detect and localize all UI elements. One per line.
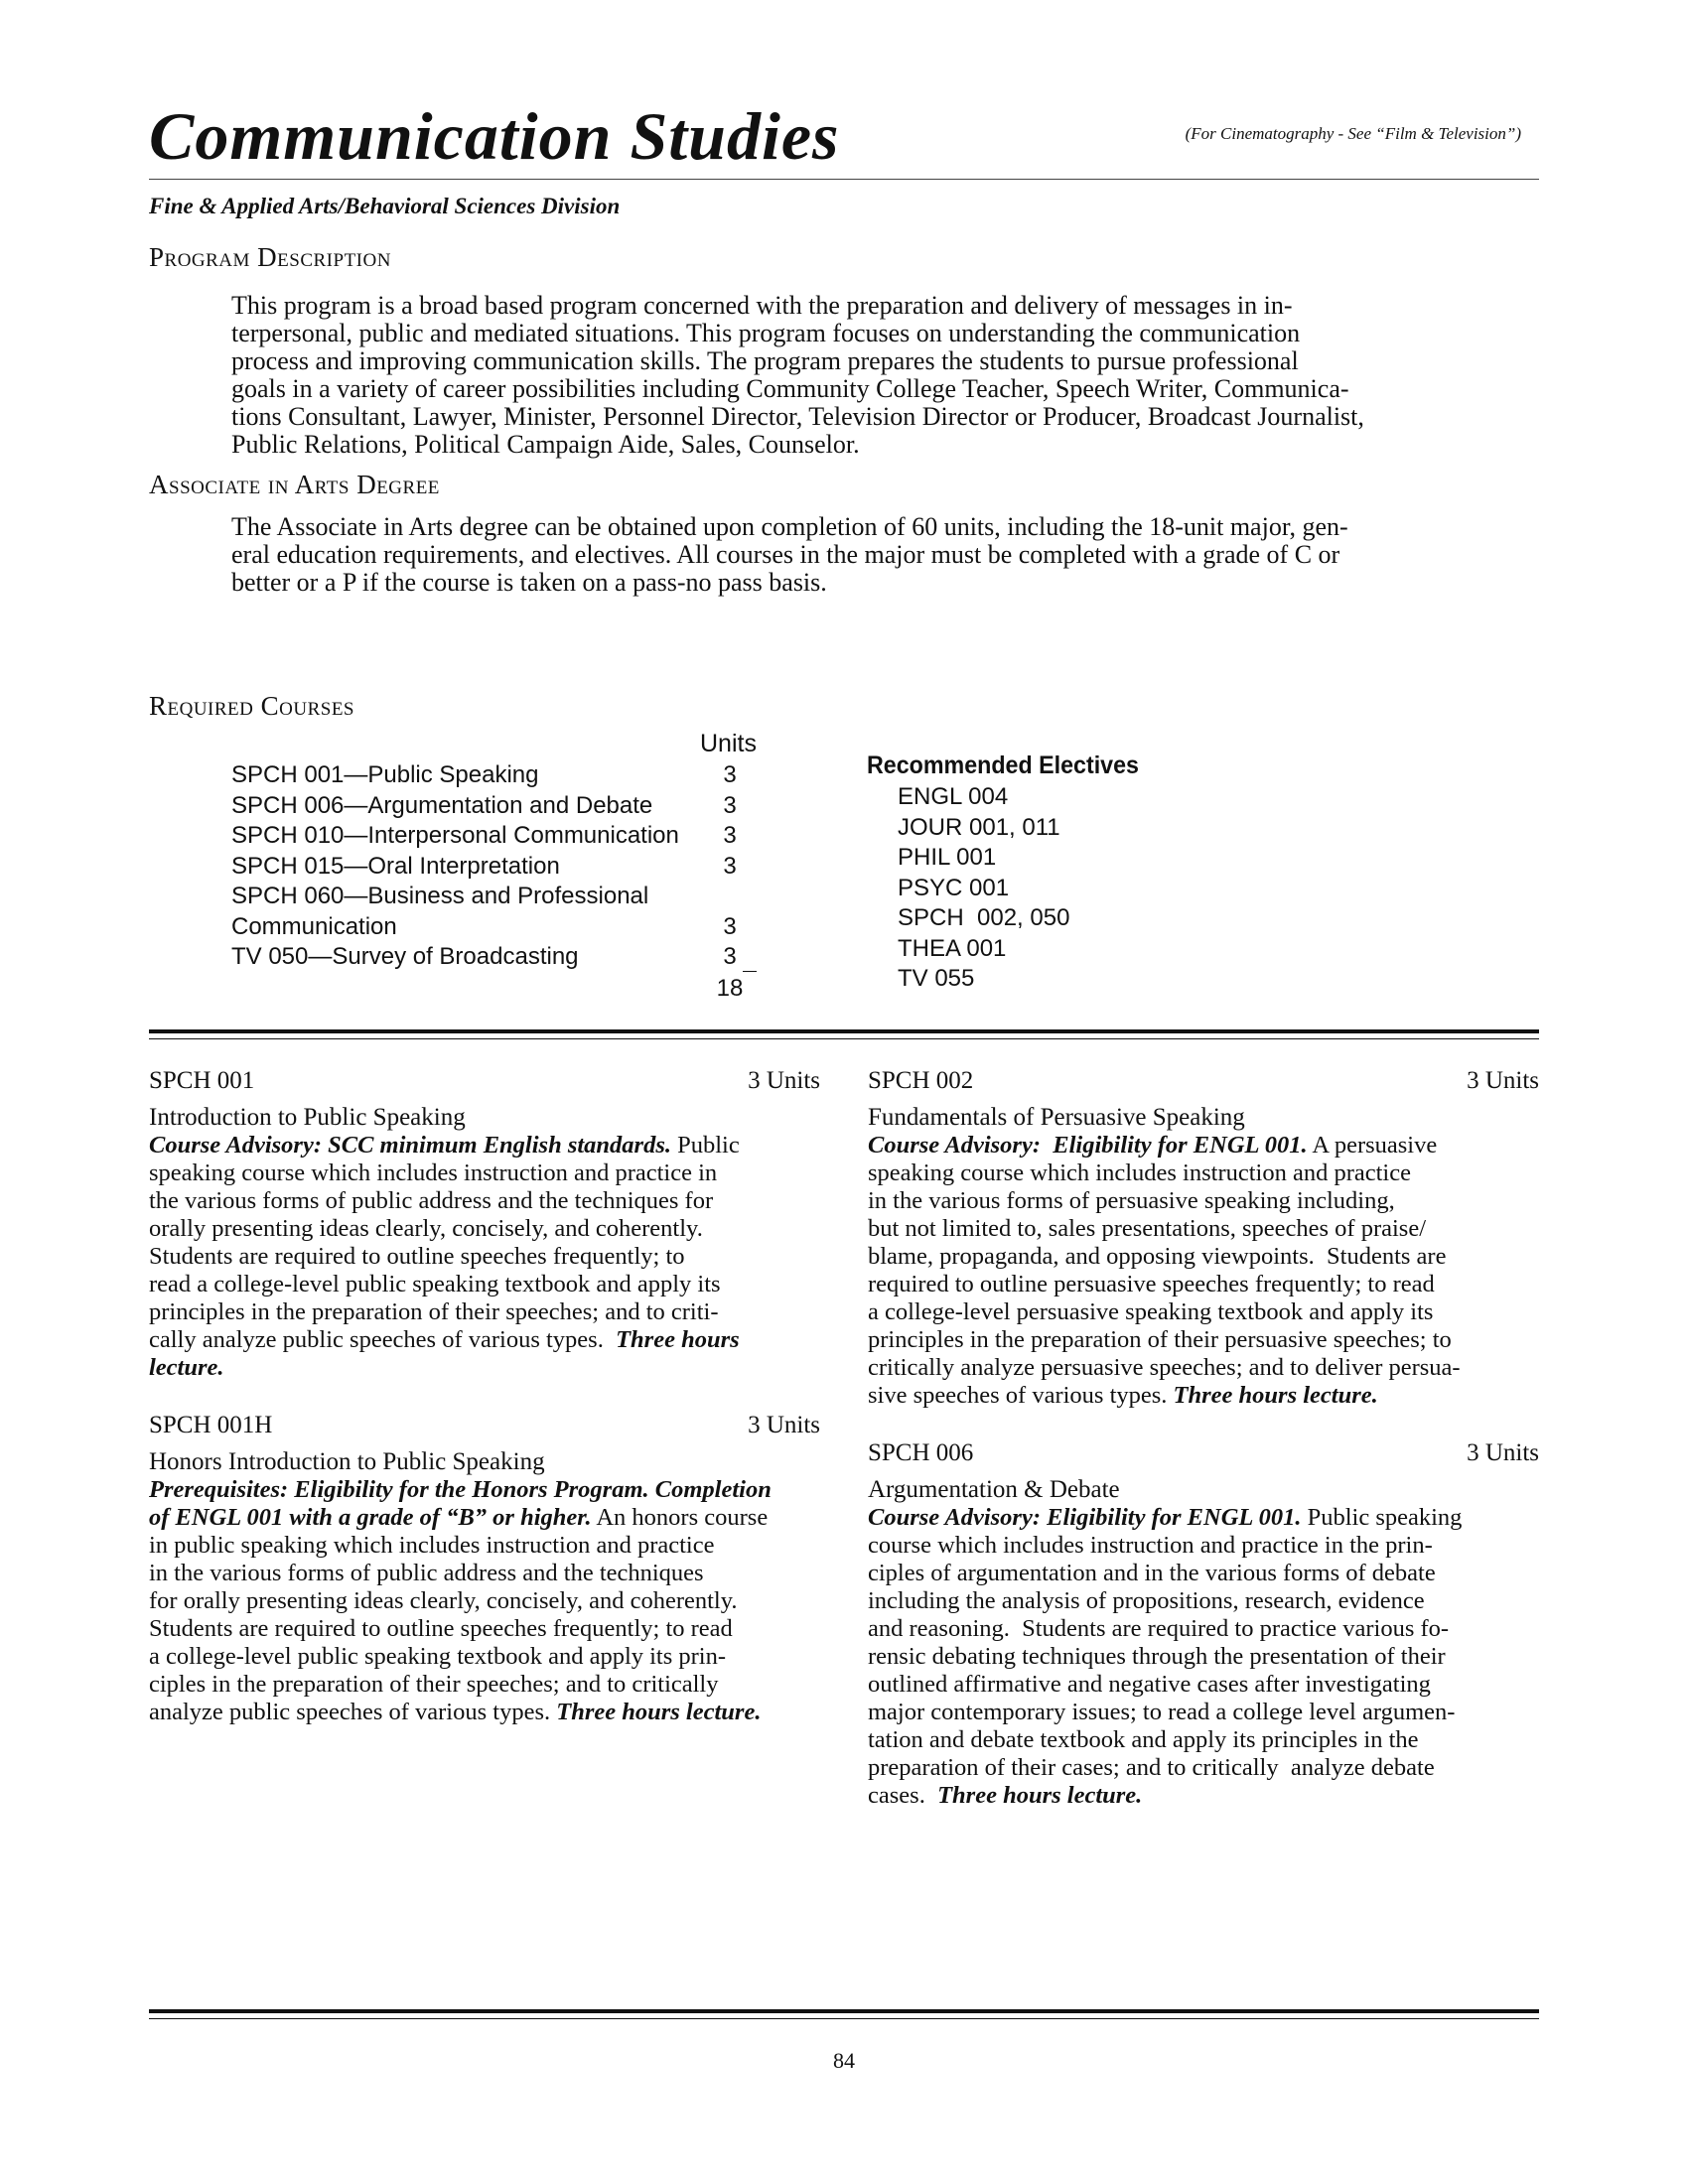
course-code: SPCH 002 [868, 1067, 974, 1094]
body-text: ciples of argumentation and in the various forms of debate [868, 1560, 1436, 1586]
body-text: An honors course [591, 1504, 769, 1531]
unit-value: 3 [723, 761, 737, 788]
required-course-row: TV 050—Survey of Broadcasting [231, 943, 579, 970]
page-number: 84 [833, 2048, 855, 2073]
elective-item: JOUR 001, 011 [898, 813, 1060, 841]
units-total: 18 [716, 975, 744, 1002]
description-line [868, 1643, 1539, 1671]
course-description [149, 1476, 820, 1726]
description-line [868, 1354, 1539, 1382]
description-line [149, 1160, 820, 1187]
body-text: analyze public speeches of various types. [149, 1699, 557, 1725]
emphasis-text: Three hours lecture. [1173, 1382, 1378, 1409]
body-text: Public speaking [1301, 1504, 1463, 1531]
required-courses-heading: Required Courses [149, 691, 354, 721]
body-text: cally analyze public speeches of various types. [149, 1326, 617, 1353]
division-label: Fine & Applied Arts/Behavioral Sciences Division [149, 194, 621, 218]
body-text: rensic debating techniques through the presentation of their [868, 1643, 1446, 1670]
body-text: speaking course which includes instruction and practice [868, 1160, 1411, 1186]
program-description-heading: Program Description [149, 242, 391, 272]
text-line: tions Consultant, Lawyer, Minister, Personnel Director, Television Director or Producer, Broadcast Journalist, [231, 402, 1364, 431]
body-text: in the various forms of public address and the techniques [149, 1560, 704, 1586]
course-code: SPCH 001H [149, 1412, 273, 1438]
description-line [868, 1504, 1539, 1532]
unit-value: 3 [723, 912, 737, 940]
body-text: required to outline persuasive speeches frequently; to read [868, 1271, 1435, 1297]
body-text: blame, propaganda, and opposing viewpoints. Students are [868, 1243, 1447, 1270]
course-title: Argumentation & Debate [868, 1476, 1120, 1503]
course-spch-001 [149, 1066, 820, 1382]
body-text: principles in the preparation of their speeches; and to criti- [149, 1298, 719, 1325]
text-line: The Associate in Arts degree can be obtained upon completion of 60 units, including the 18-unit major, gen- [231, 512, 1348, 541]
body-text: speaking course which includes instruction and practice in [149, 1160, 718, 1186]
course-code: SPCH 001 [149, 1067, 255, 1094]
text-line: Public Relations, Political Campaign Aide, Sales, Counselor. [231, 430, 860, 459]
body-text: preparation of their cases; and to critically analyze debate [868, 1754, 1435, 1781]
body-text: critically analyze persuasive speeches; and to deliver persua- [868, 1354, 1461, 1381]
body-text: Students are required to outline speeches frequently; to read [149, 1615, 733, 1642]
body-text: principles in the preparation of their persuasive speeches; to [868, 1326, 1452, 1353]
units-column-header: Units [700, 730, 757, 757]
body-text: a college-level public speaking textbook and apply its prin- [149, 1643, 727, 1670]
description-line [868, 1215, 1539, 1243]
description-line [868, 1326, 1539, 1354]
description-line [149, 1298, 820, 1326]
course-units: 3 Units [1467, 1067, 1539, 1094]
description-line [149, 1699, 820, 1726]
body-text: in the various forms of persuasive speaking including, [868, 1187, 1395, 1214]
unit-value: 3 [723, 852, 737, 880]
cross-reference-note: (For Cinematography - See “Film & Television”) [1185, 124, 1521, 143]
body-text: orally presenting ideas clearly, concisely, and coherently. [149, 1215, 703, 1242]
required-course-row: Communication [231, 912, 397, 940]
description-line [868, 1754, 1539, 1782]
body-text: in public speaking which includes instruction and practice [149, 1532, 715, 1559]
body-text: major contemporary issues; to read a college level argumen- [868, 1699, 1456, 1725]
description-line [868, 1382, 1539, 1410]
body-text: including the analysis of propositions, research, evidence [868, 1587, 1425, 1614]
unit-value: 3 [723, 822, 737, 849]
footer-divider-thick [149, 2009, 1539, 2013]
body-text: read a college-level public speaking textbook and apply its [149, 1271, 721, 1297]
description-line [868, 1615, 1539, 1643]
body-text: Public [671, 1132, 740, 1159]
description-line [868, 1671, 1539, 1699]
description-line [868, 1271, 1539, 1298]
description-line [149, 1671, 820, 1699]
text-line: process and improving communication skills. The program prepares the students to pursue professional [231, 346, 1299, 375]
description-line [868, 1560, 1539, 1587]
emphasis-text: Course Advisory: Eligibility for ENGL 001. [868, 1504, 1302, 1531]
description-line [149, 1560, 820, 1587]
course-spch-001h [149, 1411, 820, 1726]
emphasis-text: Course Advisory: Eligibility for ENGL 001. [868, 1132, 1308, 1159]
emphasis-text: lecture. [149, 1354, 224, 1381]
aa-degree-text [231, 513, 1552, 597]
text-line: terpersonal, public and mediated situations. This program focuses on understanding the communication [231, 319, 1301, 347]
required-course-row: SPCH 015—Oral Interpretation [231, 852, 560, 880]
unit-value: 3 [723, 943, 737, 970]
course-title: Introduction to Public Speaking [149, 1104, 466, 1131]
description-line [149, 1615, 820, 1643]
emphasis-text: of ENGL 001 with a grade of “B” or higher. [149, 1504, 592, 1531]
description-line [868, 1243, 1539, 1271]
elective-item: SPCH 002, 050 [898, 904, 1070, 931]
description-line [868, 1587, 1539, 1615]
description-line [149, 1532, 820, 1560]
description-line [868, 1726, 1539, 1754]
required-course-row: SPCH 006—Argumentation and Debate [231, 791, 653, 819]
section-divider-thin [149, 1038, 1539, 1039]
course-code: SPCH 006 [868, 1439, 974, 1466]
description-line [868, 1298, 1539, 1326]
description-line [149, 1587, 820, 1615]
course-description [868, 1504, 1539, 1810]
aa-degree-heading: Associate in Arts Degree [149, 470, 440, 499]
body-text: cases. [868, 1782, 938, 1809]
course-units: 3 Units [1467, 1439, 1539, 1466]
course-units: 3 Units [748, 1412, 820, 1438]
elective-item: PHIL 001 [898, 844, 997, 871]
description-line [149, 1187, 820, 1215]
description-line [149, 1326, 820, 1354]
program-description-text [231, 292, 1552, 459]
description-line [868, 1187, 1539, 1215]
body-text: outlined affirmative and negative cases after investigating [868, 1671, 1431, 1698]
electives-heading: Recommended Electives [867, 751, 1139, 779]
description-line [149, 1132, 820, 1160]
course-title: Fundamentals of Persuasive Speaking [868, 1104, 1245, 1131]
description-line [868, 1532, 1539, 1560]
footer-divider-thin [149, 2018, 1539, 2019]
emphasis-text: Three hours lecture. [556, 1699, 762, 1725]
description-line [149, 1476, 820, 1504]
required-courses-list [231, 760, 679, 973]
description-line [868, 1132, 1539, 1160]
body-text: but not limited to, sales presentations, speeches of praise/ [868, 1215, 1427, 1242]
body-text: for orally presenting ideas clearly, concisely, and coherently. [149, 1587, 738, 1614]
description-line [868, 1782, 1539, 1810]
emphasis-text: Course Advisory: SCC minimum English standards. [149, 1132, 671, 1159]
unit-value [700, 882, 760, 912]
text-line: eral education requirements, and electives. All courses in the major must be completed with a grade of C or [231, 540, 1340, 569]
description-line [149, 1643, 820, 1671]
elective-item: THEA 001 [898, 934, 1007, 962]
body-text: tation and debate textbook and apply its principles in the [868, 1726, 1419, 1753]
required-units-list [700, 760, 760, 973]
required-course-row: SPCH 001—Public Speaking [231, 761, 539, 788]
body-text: the various forms of public address and the techniques for [149, 1187, 714, 1214]
course-units: 3 Units [748, 1067, 820, 1094]
text-line: This program is a broad based program concerned with the preparation and delivery of messages in in- [231, 291, 1293, 320]
description-line [149, 1215, 820, 1243]
elective-item: TV 055 [898, 965, 975, 992]
emphasis-text: Three hours [616, 1326, 740, 1353]
electives-list [898, 782, 1069, 995]
course-spch-002 [868, 1066, 1539, 1410]
body-text: course which includes instruction and practice in the prin- [868, 1532, 1433, 1559]
description-line [149, 1354, 820, 1382]
required-course-row: SPCH 060—Business and Professional [231, 883, 649, 909]
emphasis-text: Three hours lecture. [937, 1782, 1143, 1809]
course-description [868, 1132, 1539, 1410]
description-line [149, 1271, 820, 1298]
body-text: a college-level persuasive speaking textbook and apply its [868, 1298, 1434, 1325]
body-text: ciples in the preparation of their speeches; and to critically [149, 1671, 719, 1698]
body-text: sive speeches of various types. [868, 1382, 1174, 1409]
course-title: Honors Introduction to Public Speaking [149, 1448, 545, 1475]
title-divider [149, 179, 1539, 180]
body-text: A persuasive [1307, 1132, 1438, 1159]
description-line [868, 1699, 1539, 1726]
page-title: Communication Studies [149, 98, 840, 174]
text-line: better or a P if the course is taken on a pass-no pass basis. [231, 568, 827, 597]
course-description [149, 1132, 820, 1382]
description-line [149, 1243, 820, 1271]
required-course-row: SPCH 010—Interpersonal Communication [231, 822, 679, 849]
emphasis-text: Prerequisites: Eligibility for the Honors Program. Completion [149, 1476, 772, 1503]
section-divider-thick [149, 1029, 1539, 1033]
elective-item: ENGL 004 [898, 783, 1009, 810]
body-text: Students are required to outline speeches frequently; to [149, 1243, 685, 1270]
description-line [149, 1504, 820, 1532]
unit-value: 3 [723, 791, 737, 819]
text-line: goals in a variety of career possibilities including Community College Teacher, Speech Writer, Communica- [231, 374, 1349, 403]
course-spch-006 [868, 1438, 1539, 1810]
body-text: and reasoning. Students are required to practice various fo- [868, 1615, 1450, 1642]
elective-item: PSYC 001 [898, 874, 1010, 901]
units-total-underline [743, 971, 757, 972]
description-line [868, 1160, 1539, 1187]
